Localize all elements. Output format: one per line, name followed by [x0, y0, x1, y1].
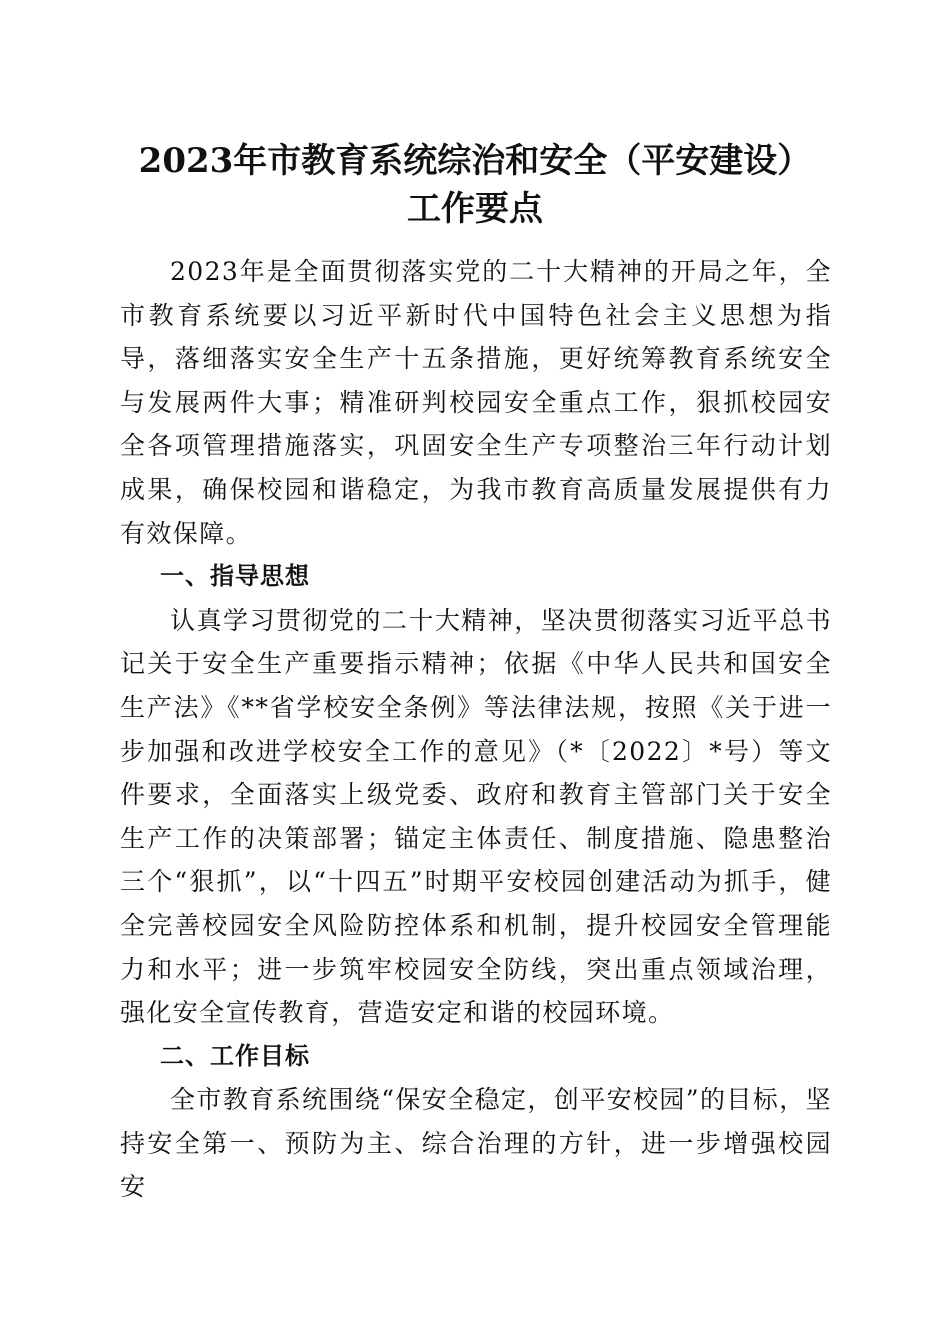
section-heading-work-goals: 二、工作目标	[160, 1041, 310, 1070]
section-paragraph-work-goals: 全市教育系统围绕“保安全稳定，创平安校园”的目标，坚持安全第一、预防为主、综合治理的方针，进一步增强校园安	[120, 1085, 832, 1202]
intro-paragraph: 2023年是全面贯彻落实党的二十大精神的开局之年，全市教育系统要以习近平新时代中国特色社会主义思想为指导，落细落实安全生产十五条措施，更好统筹教育系统安全与发展两件大事；精准研判校园安全重点工作，狠抓校园安全各项管理措施落实，巩固安全生产专项整治三年行动计划成果，确保校园和谐稳定，为我市教育高质量发展提供有力有效保障。	[120, 257, 832, 548]
section-paragraph-guiding-ideology: 认真学习贯彻党的二十大精神，坚决贯彻落实习近平总书记关于安全生产重要指示精神；依据《中华人民共和国安全生产法》《**省学校安全条例》等法律法规，按照《关于进一步加强和改进学校安全工作的意见》（*〔2022〕*号）等文件要求，全面落实上级党委、政府和教育主管部门关于安全生产工作的决策部署；锚定主体责任、制度措施、隐患整治三个“狠抓”，以“十四五”时期平安校园创建活动为抓手，健全完善校园安全风险防控体系和机制，提升校园安全管理能力和水平；进一步筑牢校园安全防线，突出重点领域治理，强化安全宣传教育，营造安定和谐的校园环境。	[120, 605, 832, 1028]
document-body	[120, 250, 832, 1209]
section-heading-guiding-ideology: 一、指导思想	[160, 562, 310, 591]
document-title-line-2: 工作要点	[407, 189, 543, 229]
document-title-line-1: 2023年市教育系统综治和安全（平安建设）	[138, 141, 812, 181]
